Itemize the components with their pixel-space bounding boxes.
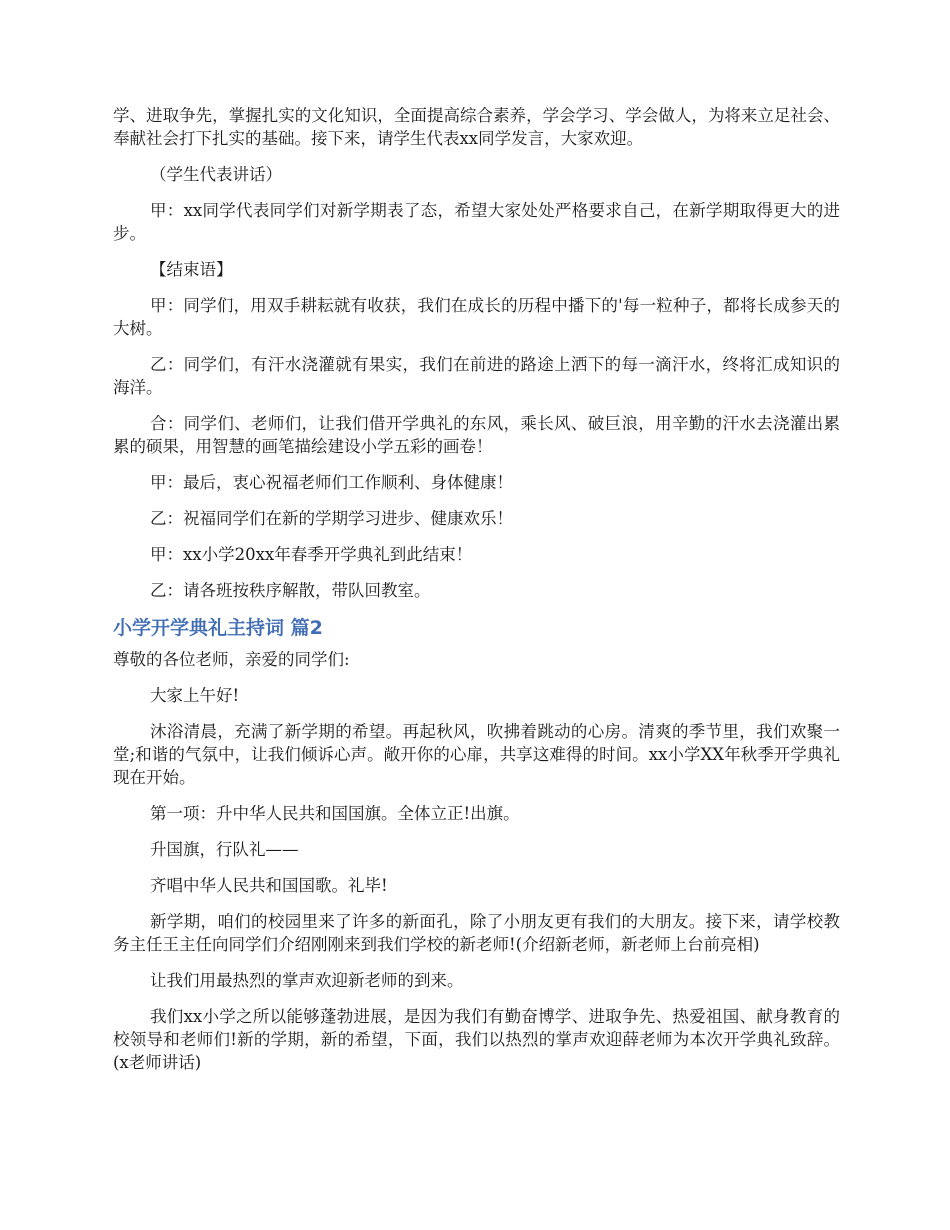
paragraph: 第一项：升中华人民共和国国旗。全体立正!出旗。 — [150, 804, 520, 823]
paragraph: 升国旗，行队礼—— — [150, 840, 299, 859]
paragraph: 甲：xx同学代表同学们对新学期表了态，希望大家处处严格要求自己，在新学期取得更大的进步。 — [113, 201, 840, 243]
paragraph: 乙：祝福同学们在新的学期学习进步、健康欢乐！ — [150, 509, 513, 528]
paragraph: 乙：请各班按秩序解散，带队回教室。 — [150, 581, 431, 600]
paragraph: 让我们用最热烈的掌声欢迎新老师的到来。 — [150, 971, 464, 990]
subheading-closing: 【结束语】 — [150, 260, 233, 279]
paragraph: 齐唱中华人民共和国国歌。礼毕! — [150, 876, 388, 895]
paragraph: 学、进取争先，掌握扎实的文化知识，全面提高综合素养，学会学习、学会做人，为将来立足社会、奉献社会打下扎实的基础。接下来，请学生代表xx同学发言，大家欢迎。 — [113, 106, 840, 148]
paragraph: 甲：同学们，用双手耕耘就有收获，我们在成长的历程中播下的'每一粒种子，都将长成参天的大树。 — [113, 296, 840, 338]
document-body — [113, 104, 840, 1074]
paragraph: 新学期，咱们的校园里来了许多的新面孔，除了小朋友更有我们的大朋友。接下来，请学校教务主任王主任向同学们介绍刚刚来到我们学校的新老师!(介绍新老师，新老师上台前亮相) — [113, 912, 840, 954]
paragraph: 甲：xx小学20xx年春季开学典礼到此结束！ — [150, 545, 473, 564]
salutation: 尊敬的各位老师，亲爱的同学们: — [113, 650, 350, 669]
paragraph: 沐浴清晨，充满了新学期的希望。再起秋风，吹拂着跳动的心房。清爽的季节里，我们欢聚一堂;和谐的气氛中，让我们倾诉心声。敞开你的心扉，共享这难得的时间。xx小学XX年秋季开学典礼现在开始。 — [113, 722, 840, 787]
section-heading: 小学开学典礼主持词 篇2 — [113, 617, 323, 639]
paragraph: （学生代表讲话） — [150, 165, 282, 184]
paragraph: 我们xx小学之所以能够蓬勃进展，是因为我们有勤奋博学、进取争先、热爱祖国、献身教育的校领导和老师们!新的学期，新的希望，下面，我们以热烈的掌声欢迎薛老师为本次开学典礼致辞。(x老师讲话) — [113, 1007, 840, 1072]
paragraph: 乙：同学们，有汗水浇灌就有果实，我们在前进的路途上洒下的每一滴汗水，终将汇成知识的海洋。 — [113, 355, 840, 397]
paragraph: 合：同学们、老师们，让我们借开学典礼的东风，乘长风、破巨浪，用辛勤的汗水去浇灌出累累的硕果，用智慧的画笔描绘建设小学五彩的画卷！ — [113, 414, 840, 456]
paragraph: 大家上午好! — [150, 686, 240, 705]
paragraph: 甲：最后，衷心祝福老师们工作顺利、身体健康！ — [150, 473, 513, 492]
